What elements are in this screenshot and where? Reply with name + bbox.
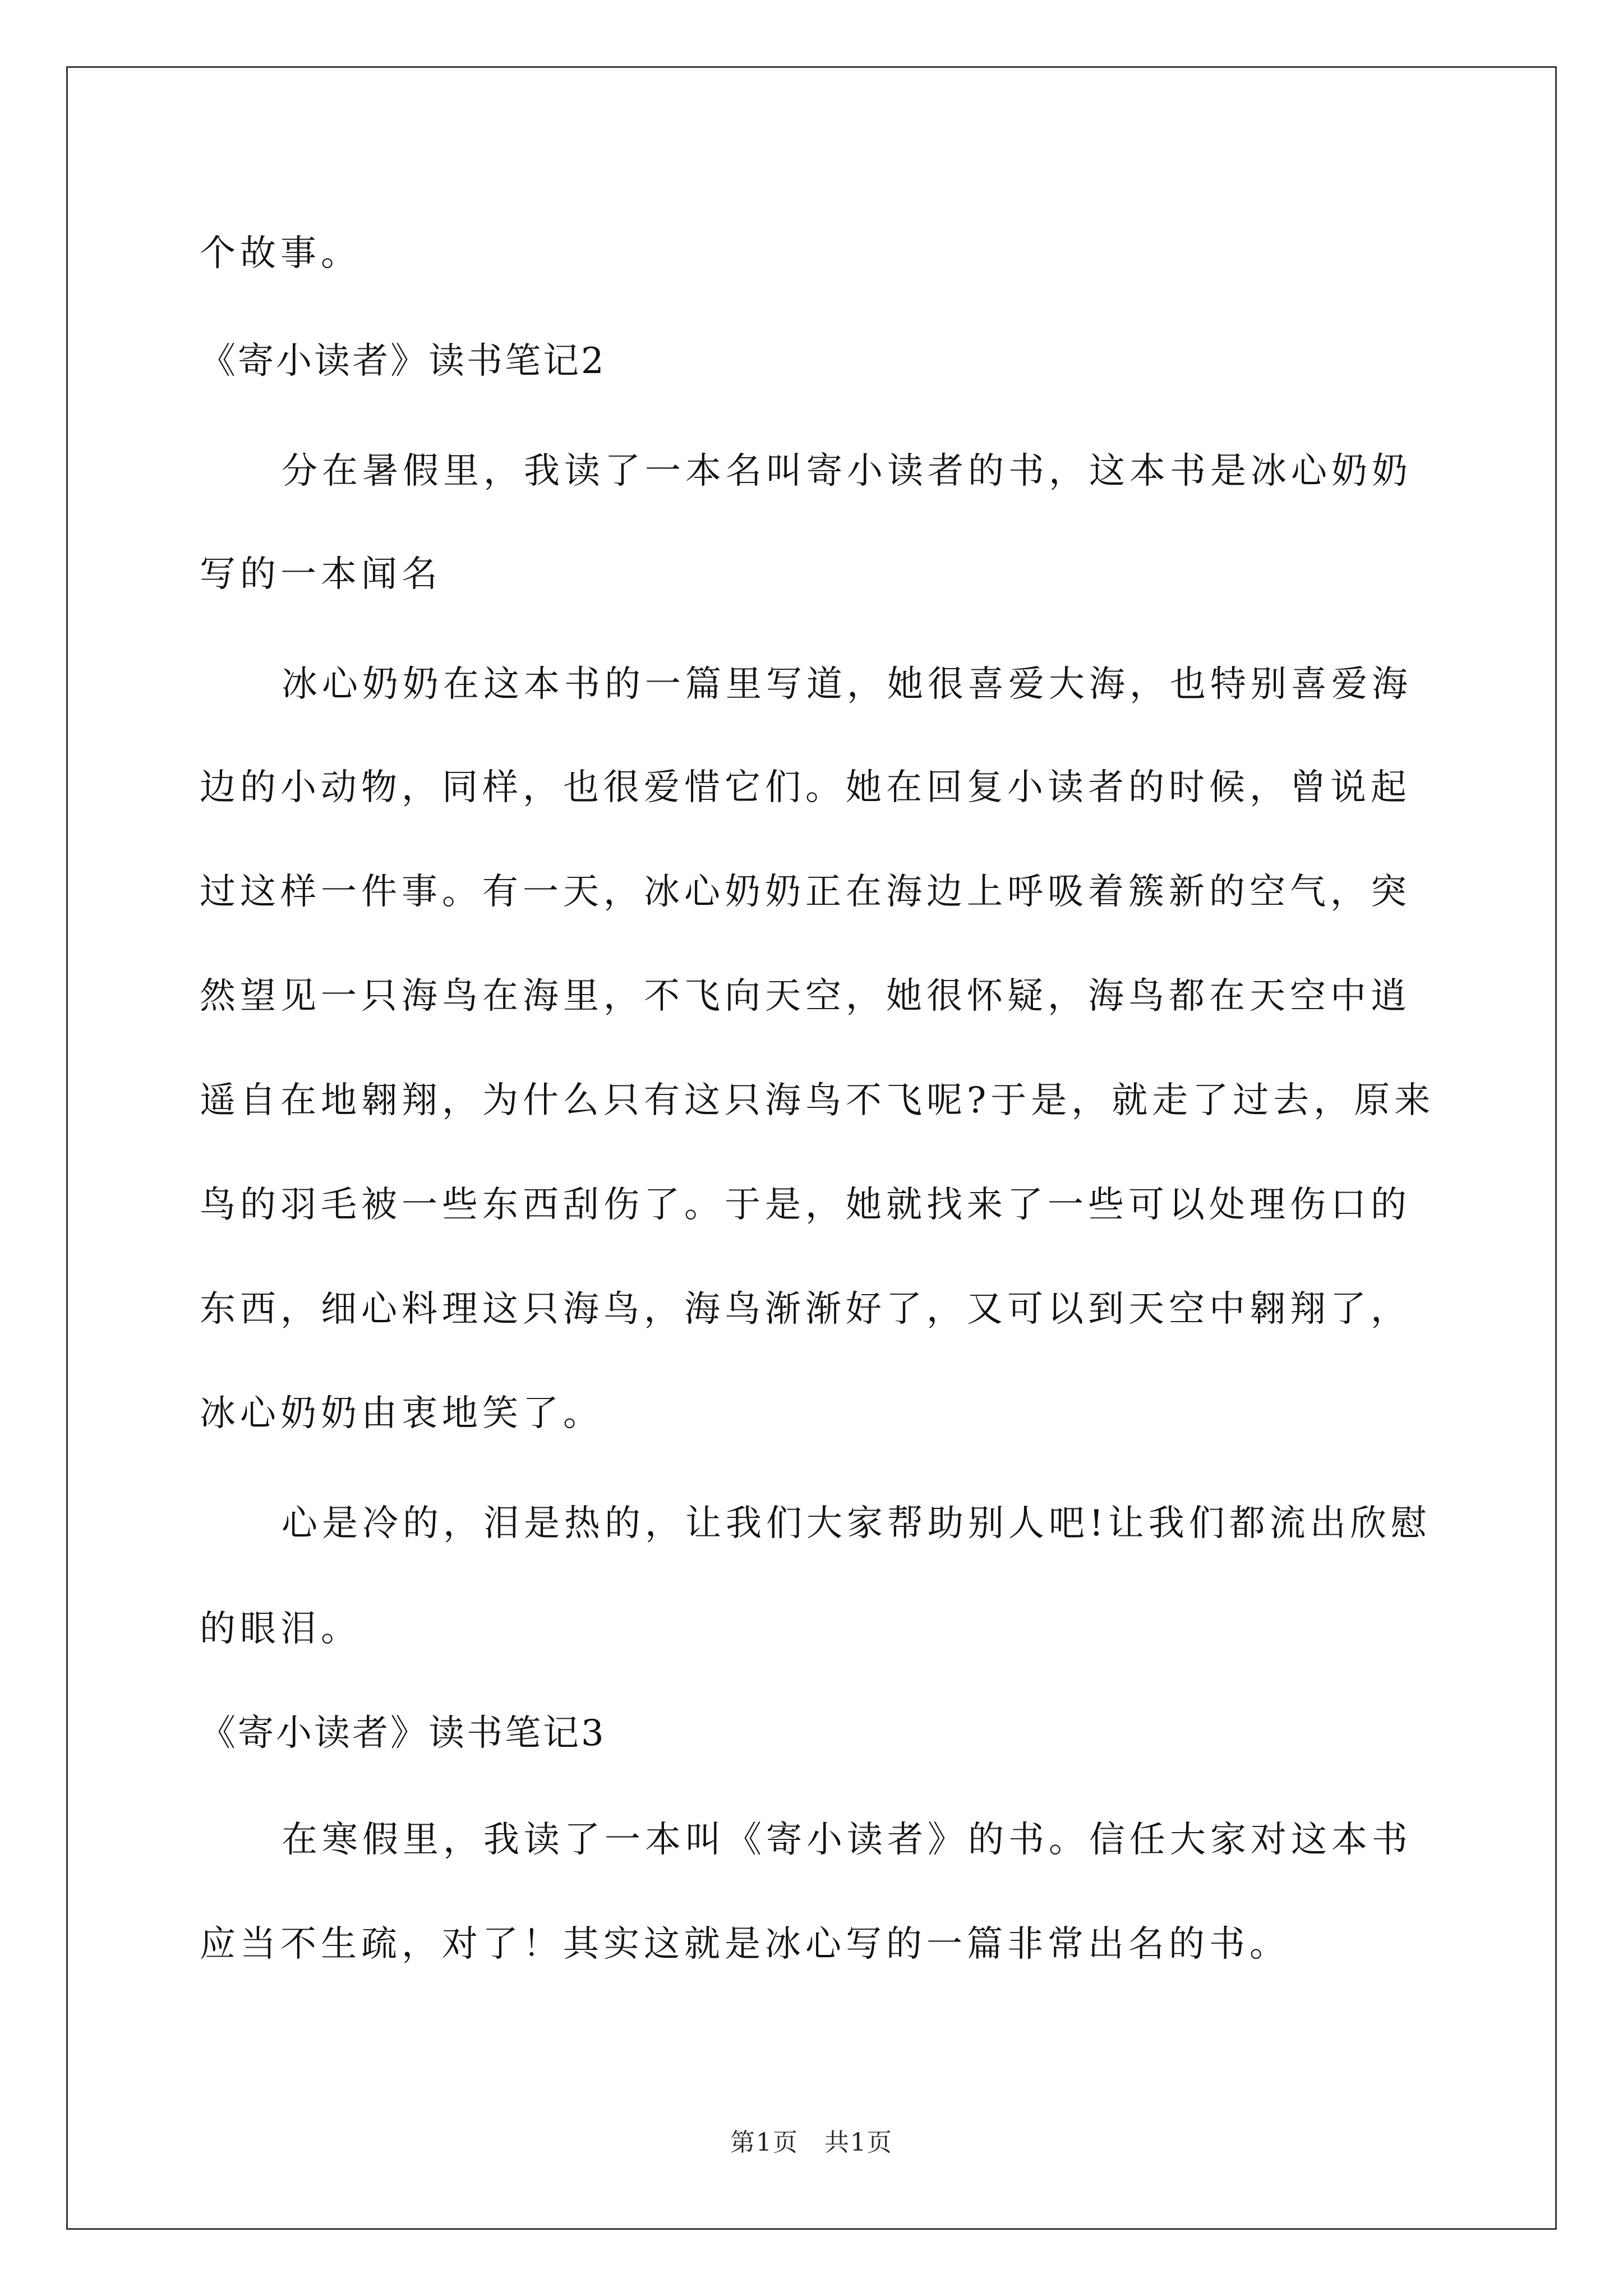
text-line: 心是冷的，泪是热的，让我们大家帮助别人吧!让我们都流出欣慰 [282, 1503, 1431, 1544]
text-line: 过这样一件事。有一天，冰心奶奶正在海边上呼吸着簇新的空气，突 [200, 871, 1411, 913]
text-line: 应当不生疏，对了！其实这就是冰心写的一篇非常出名的书。 [200, 1924, 1290, 1965]
page-border [66, 66, 1557, 2230]
text-line: 个故事。 [200, 233, 361, 274]
text-line: 边的小动物，同样，也很爱惜它们。她在回复小读者的时候，曾说起 [200, 767, 1411, 808]
text-line: 的眼泪。 [200, 1608, 361, 1650]
text-line: 冰心奶奶由衷地笑了。 [200, 1393, 603, 1434]
text-line: 鸟的羽毛被一些东西刮伤了。于是，她就找来了一些可以处理伤口的 [200, 1184, 1411, 1226]
section-heading: 《寄小读者》读书笔记3 [200, 1713, 606, 1754]
text-line: 分在暑假里，我读了一本名叫寄小读者的书，这本书是冰心奶奶 [282, 450, 1412, 492]
text-line: 遥自在地翱翔，为什么只有这只海鸟不飞呢?于是，就走了过去，原来 [200, 1080, 1435, 1121]
page-footer: 第1页 共1页 [730, 2128, 893, 2157]
text-line: 然望见一只海鸟在海里，不飞向天空，她很怀疑，海鸟都在天空中逍 [200, 976, 1411, 1017]
section-heading: 《寄小读者》读书笔记2 [200, 341, 606, 382]
text-line: 在寒假里，我读了一本叫《寄小读者》的书。信任大家对这本书 [282, 1819, 1412, 1861]
text-line: 东西，细心料理这只海鸟，海鸟渐渐好了，又可以到天空中翱翔了， [200, 1289, 1411, 1330]
text-line: 写的一本闻名 [200, 554, 442, 595]
text-line: 冰心奶奶在这本书的一篇里写道，她很喜爱大海，也特别喜爱海 [282, 664, 1412, 705]
